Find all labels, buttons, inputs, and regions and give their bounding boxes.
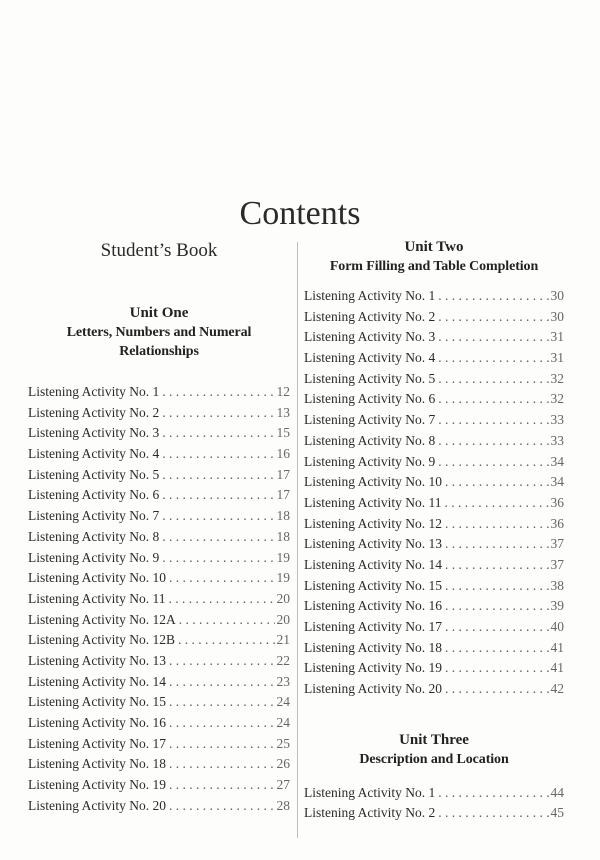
- toc-entry-page: 20: [276, 611, 290, 627]
- dot-leader: [438, 433, 548, 449]
- toc-entry: [28, 632, 290, 653]
- toc-entry: [28, 384, 290, 405]
- dot-leader: [438, 412, 548, 428]
- toc-entry: [28, 756, 290, 777]
- toc-entry: [28, 550, 290, 571]
- toc-entry-label: Listening Activity No. 16: [304, 598, 442, 614]
- toc-entry: [304, 371, 564, 392]
- dot-leader: [162, 446, 274, 462]
- toc-entry-page: 24: [276, 694, 290, 710]
- toc-entry-label: Listening Activity No. 3: [304, 329, 436, 345]
- toc-entry-label: Listening Activity No. 9: [28, 549, 160, 565]
- dot-leader: [438, 309, 548, 325]
- toc-entry-page: 32: [550, 391, 564, 407]
- toc-entry-label: Listening Activity No. 7: [28, 508, 160, 524]
- toc-entry: [304, 598, 564, 619]
- toc-entry-label: Listening Activity No. 13: [304, 536, 442, 552]
- toc-entry-label: Listening Activity No. 5: [28, 466, 160, 482]
- dot-leader: [162, 550, 274, 566]
- dot-leader: [162, 487, 274, 503]
- toc-entry-label: Listening Activity No. 8: [28, 528, 160, 544]
- toc-entry-page: 34: [550, 453, 564, 469]
- dot-leader: [162, 384, 274, 400]
- dot-leader: [162, 467, 274, 483]
- toc-entry-page: 32: [550, 370, 564, 386]
- toc-entry: [304, 329, 564, 350]
- toc-entry-page: 25: [276, 735, 290, 751]
- toc-entry: [304, 412, 564, 433]
- toc-entry-label: Listening Activity No. 5: [304, 370, 436, 386]
- toc-entry-label: Listening Activity No. 10: [28, 570, 166, 586]
- dot-leader: [445, 578, 549, 594]
- toc-entry-page: 40: [550, 619, 564, 634]
- unit-one-subtitle: Letters, Numbers and Numeral Relationships: [66, 325, 252, 359]
- dot-leader: [162, 529, 274, 545]
- dot-leader: [178, 632, 275, 648]
- toc-entry-page: 41: [550, 660, 564, 676]
- dot-leader: [438, 288, 548, 304]
- toc-entry-label: Listening Activity No. 20: [28, 797, 166, 813]
- dot-leader: [162, 425, 274, 441]
- dot-leader: [169, 715, 275, 731]
- toc-entry-page: 16: [276, 446, 290, 462]
- toc-entry-label: Listening Activity No. 6: [304, 391, 436, 407]
- toc-entry-label: Listening Activity No. 17: [28, 735, 166, 751]
- dot-leader: [438, 350, 548, 366]
- toc-entry-label: Listening Activity No. 1: [28, 384, 160, 399]
- toc-entry: [28, 425, 290, 446]
- toc-entry-page: 42: [550, 681, 564, 697]
- toc-entry: [28, 715, 290, 736]
- toc-entry: [304, 454, 564, 475]
- toc-entry-page: 44: [550, 784, 564, 800]
- toc-entry: [304, 350, 564, 371]
- toc-entry: [304, 640, 564, 661]
- toc-entry-label: Listening Activity No. 12: [304, 515, 442, 531]
- toc-entry: [304, 660, 564, 681]
- toc-entry: [28, 487, 290, 508]
- book-title: Student’s Book: [100, 240, 218, 261]
- toc-entry-page: 26: [276, 756, 290, 772]
- toc-entry: [28, 570, 290, 591]
- toc-entry-page: 12: [276, 384, 290, 399]
- dot-leader: [169, 756, 275, 772]
- toc-entry: [304, 785, 564, 806]
- unit-two-heading: [304, 238, 564, 276]
- toc-entry: [304, 474, 564, 495]
- toc-entry-page: 33: [550, 432, 564, 448]
- toc-entry: [304, 433, 564, 454]
- toc-entry-label: Listening Activity No. 15: [28, 694, 166, 710]
- toc-entry-page: 15: [276, 425, 290, 441]
- column-divider: [297, 242, 298, 838]
- toc-entry-label: Listening Activity No. 18: [28, 756, 166, 772]
- toc-entry-page: 41: [550, 639, 564, 655]
- toc-entry: [28, 612, 290, 633]
- toc-entry-page: 37: [550, 556, 564, 572]
- toc-entry-page: 21: [276, 632, 290, 648]
- toc-entry-page: 13: [276, 404, 290, 420]
- toc-entry-page: 38: [550, 577, 564, 593]
- toc-entry: [28, 467, 290, 488]
- toc-entry: [28, 674, 290, 695]
- dot-leader: [445, 660, 549, 676]
- unit-three-name: Unit Three: [399, 731, 469, 748]
- left-column: [28, 236, 290, 818]
- toc-entry-page: 30: [550, 308, 564, 324]
- dot-leader: [445, 640, 549, 656]
- toc-entry-label: Listening Activity No. 14: [304, 556, 442, 572]
- dot-leader: [438, 371, 548, 387]
- toc-entry-page: 18: [276, 508, 290, 524]
- toc-entry-label: Listening Activity No. 15: [304, 577, 442, 593]
- toc-entry: [304, 681, 564, 702]
- toc-entry-label: Listening Activity No. 4: [304, 350, 436, 366]
- dot-leader: [438, 454, 548, 470]
- toc-entry-page: 39: [550, 598, 564, 614]
- unit-two-subtitle: Form Filling and Table Completion: [329, 259, 539, 274]
- toc-entry-page: 23: [276, 673, 290, 689]
- dot-leader: [169, 736, 275, 752]
- toc-entry-label: Listening Activity No. 12B: [28, 632, 175, 648]
- toc-entry: [304, 288, 564, 309]
- toc-entry-page: 45: [550, 805, 564, 821]
- dot-leader: [162, 405, 274, 421]
- dot-leader: [445, 495, 549, 511]
- toc-entry-page: 17: [276, 487, 290, 503]
- toc-entry-page: 24: [276, 715, 290, 730]
- toc-entry-page: 36: [550, 515, 564, 531]
- toc-entry-label: Listening Activity No. 9: [304, 453, 436, 469]
- toc-entry: [304, 391, 564, 412]
- toc-entry: [304, 805, 564, 826]
- toc-entry-label: Listening Activity No. 12A: [28, 611, 176, 627]
- dot-leader: [445, 516, 549, 532]
- toc-entry-page: 27: [276, 777, 290, 793]
- toc-entry-page: 28: [276, 797, 290, 813]
- dot-leader: [445, 681, 549, 697]
- toc-entry-page: 33: [550, 412, 564, 428]
- toc-entry: [28, 508, 290, 529]
- toc-entry-page: 31: [550, 350, 564, 366]
- dot-leader: [169, 674, 275, 690]
- dot-leader: [169, 694, 275, 710]
- toc-entry: [28, 591, 290, 612]
- dot-leader: [438, 785, 548, 801]
- right-column: [304, 236, 564, 826]
- unit-one-heading: [28, 304, 290, 361]
- dot-leader: [445, 536, 549, 552]
- toc-entry-page: 18: [276, 528, 290, 544]
- dot-leader: [169, 591, 275, 607]
- toc-entry-page: 19: [276, 549, 290, 565]
- toc-entry: [304, 619, 564, 640]
- toc-entry-label: Listening Activity No. 19: [304, 660, 442, 676]
- toc-entry: [304, 516, 564, 537]
- unit-two-name: Unit Two: [404, 239, 464, 255]
- unit-three-entries: [304, 785, 564, 826]
- dot-leader: [438, 805, 548, 821]
- toc-entry-page: 17: [276, 466, 290, 482]
- toc-entry-label: Listening Activity No. 6: [28, 487, 160, 503]
- dot-leader: [438, 329, 548, 345]
- dot-leader: [438, 391, 548, 407]
- toc-entry-page: 22: [276, 652, 290, 668]
- toc-entry: [304, 536, 564, 557]
- toc-entry: [28, 736, 290, 757]
- toc-entry-label: Listening Activity No. 2: [304, 805, 436, 821]
- toc-entry-label: Listening Activity No. 16: [28, 715, 166, 730]
- toc-entry-label: Listening Activity No. 10: [304, 474, 442, 490]
- toc-entry: [304, 557, 564, 578]
- toc-entry: [304, 309, 564, 330]
- unit-three-heading: [304, 731, 564, 769]
- toc-entry-label: Listening Activity No. 4: [28, 446, 160, 462]
- dot-leader: [169, 777, 275, 793]
- toc-entry-page: 37: [550, 536, 564, 552]
- toc-entry: [28, 653, 290, 674]
- toc-entry-label: Listening Activity No. 2: [28, 404, 160, 420]
- dot-leader: [445, 619, 549, 635]
- toc-entry: [28, 798, 290, 819]
- toc-entry-label: Listening Activity No. 19: [28, 777, 166, 793]
- toc-entry-label: Listening Activity No. 17: [304, 619, 442, 634]
- toc-entry: [304, 495, 564, 516]
- toc-entry-label: Listening Activity No. 8: [304, 432, 436, 448]
- dot-leader: [169, 798, 275, 814]
- dot-leader: [445, 474, 549, 490]
- toc-entry: [28, 405, 290, 426]
- dot-leader: [445, 598, 549, 614]
- toc-entry-page: 20: [276, 590, 290, 606]
- toc-entry-label: Listening Activity No. 13: [28, 652, 166, 668]
- dot-leader: [162, 508, 274, 524]
- toc-entry-label: Listening Activity No. 20: [304, 681, 442, 697]
- toc-entry-label: Listening Activity No. 18: [304, 639, 442, 655]
- toc-entry-label: Listening Activity No. 7: [304, 412, 436, 428]
- unit-three-subtitle: Description and Location: [359, 751, 509, 767]
- unit-one-name: Unit One: [129, 305, 189, 321]
- unit-one-entries: [28, 384, 290, 818]
- toc-entry: [28, 777, 290, 798]
- toc-entry-label: Listening Activity No. 14: [28, 673, 166, 689]
- toc-entry: [28, 446, 290, 467]
- toc-entry-label: Listening Activity No. 3: [28, 425, 160, 441]
- toc-entry: [28, 529, 290, 550]
- dot-leader: [169, 570, 275, 586]
- toc-entry-label: Listening Activity No. 1: [304, 288, 436, 303]
- dot-leader: [169, 653, 275, 669]
- dot-leader: [179, 612, 275, 628]
- toc-entry-page: 19: [276, 570, 290, 586]
- toc-entry-label: Listening Activity No. 2: [304, 308, 436, 324]
- toc-entry-page: 34: [550, 474, 564, 490]
- toc-entry-page: 30: [550, 288, 564, 303]
- toc-entry: [28, 694, 290, 715]
- toc-entry-page: 31: [550, 329, 564, 345]
- toc-entry-label: Listening Activity No. 1: [304, 784, 436, 800]
- toc-entry-page: 36: [550, 494, 564, 510]
- page-title: Contents: [239, 194, 361, 232]
- toc-entry-label: Listening Activity No. 11: [304, 494, 442, 510]
- unit-two-entries: [304, 288, 564, 702]
- dot-leader: [445, 557, 549, 573]
- toc-entry: [304, 578, 564, 599]
- toc-entry-label: Listening Activity No. 11: [28, 590, 166, 606]
